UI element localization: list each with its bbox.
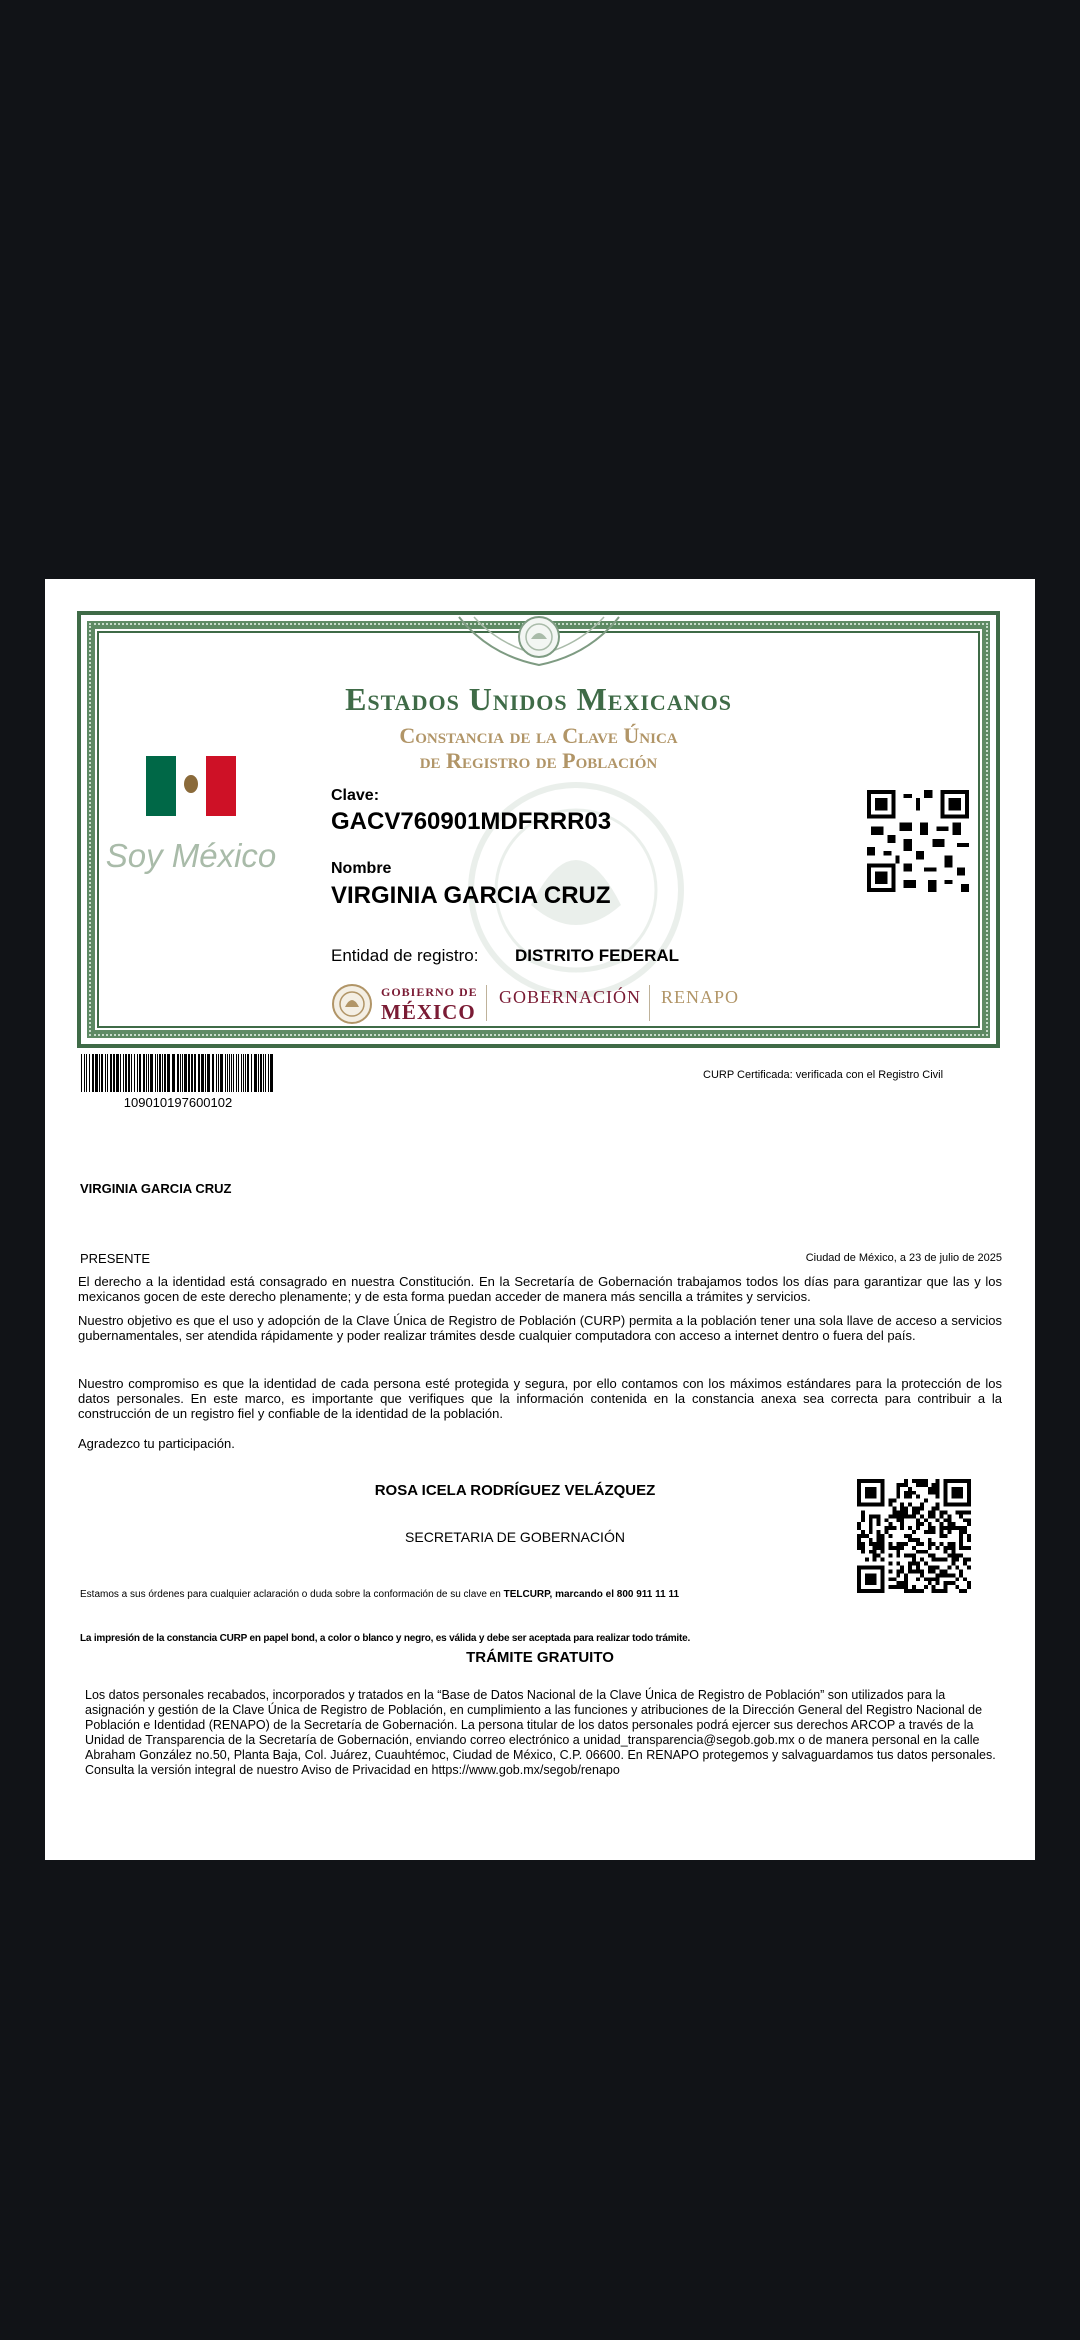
certified-text: CURP Certificada: verificada con el Registro Civil (703, 1069, 944, 1081)
subtitle-line-1: Constancia de la Clave Única (399, 723, 678, 748)
soy-mexico-logo: Soy México (105, 837, 277, 874)
recipient-name: VIRGINIA GARCIA CRUZ (80, 1181, 232, 1196)
impresion-note: La impresión de la constancia CURP en papel bond, a color o blanco y negro, es válida y debe ser aceptada para realizar todo trámite. (80, 1633, 691, 1644)
national-seal-icon (331, 983, 373, 1025)
renapo-logo: RENAPO (661, 987, 740, 1007)
tramite-gratuito: TRÁMITE GRATUITO (466, 1649, 614, 1666)
qr-code-icon (857, 1479, 971, 1593)
clave-value: GACV760901MDFRRR03 (331, 808, 612, 835)
letter-paragraph-3: Nuestro compromiso es que la identidad de cada persona esté protegida y segura, por ello contamos con los máximos estándares para la protección de los datos personales. En este marco, es importante que verifiques que la información contenida en la constancia anexa sea correcta para contribuir a la construcción de un registro fiel y confiable de la identidad de la población. (78, 1376, 1002, 1421)
presente-text: PRESENTE (80, 1251, 151, 1266)
curp-document-page (45, 579, 1035, 1860)
letter-paragraph-1: El derecho a la identidad está consagrado en nuestra Constitución. En la Secretaría de Gobernación trabajamos todos los días para garantizar que las y los mexicanos gocen de este derecho plenamente; y de esta forma puedan acceder de manera más sencilla a trámites y servicios. (78, 1274, 1002, 1304)
barcode-number: 109010197600102 (123, 1095, 233, 1110)
logo-divider (486, 985, 487, 1021)
subtitle-line-2: de Registro de Población (419, 748, 658, 773)
nombre-label: Nombre (331, 860, 392, 877)
mexican-flag-icon (146, 756, 236, 816)
gobierno-de-mexico-logo (381, 985, 478, 1025)
nombre-value: VIRGINIA GARCIA CRUZ (331, 882, 611, 909)
qr-code-icon (867, 790, 969, 892)
telcurp-prefix: Estamos a sus órdenes para cualquier aclaración o duda sobre la conformación de su clave en (80, 1589, 504, 1600)
gobernacion-logo: GOBERNACIÓN (499, 987, 642, 1007)
barcode-icon (81, 1054, 275, 1092)
entidad-value: DISTRITO FEDERAL (515, 946, 680, 965)
clave-label: Clave: (331, 787, 380, 804)
logo-divider (649, 985, 650, 1021)
signer-name: ROSA ICELA RODRÍGUEZ VELÁZQUEZ (374, 1482, 656, 1499)
entidad-label: Entidad de registro: (331, 946, 479, 965)
mexico-text: MÉXICO (381, 1000, 476, 1024)
certificate-title: Estados Unidos Mexicanos (345, 681, 732, 717)
curp-certificate-card (77, 611, 1000, 1048)
government-logos (331, 981, 781, 1029)
privacy-notice: Los datos personales recabados, incorporados y tratados en la “Base de Datos Nacional de la Clave Única de Registro de Población” son utilizados para la asignación y gestión de la Clave Única de Registro de Población, en cumplimiento a las funciones y atribuciones de la Dirección General del Registro Nacional de Población e Identidad (RENAPO) de la Secretaría de Gobernación. La persona titular de los datos personales podrá ejercer sus derechos ARCOP a través de la Unidad de Transparencia de la Secretaría de Gobernación, enviando correo electrónico a unidad_transparencia@segob.gob.mx o de manera personal en la calle Abraham González no.50, Planta Baja, Col. Juárez, Cuauhtémoc, Ciudad de México, C.P. 06600. En RENAPO protegemos y salvaguardamos tus datos personales. Consulta la versión integral de nuestro Aviso de Privacidad en https://www.gob.mx/segob/renapo (85, 1688, 996, 1777)
letter-date: Ciudad de México, a 23 de julio de 2025 (805, 1252, 1002, 1264)
crest-ornament-icon (449, 615, 629, 669)
letter-paragraph-2: Nuestro objetivo es que el uso y adopción de la Clave Única de Registro de Población (CURP) permita a la población tener una sola llave de acceso a servicios gubernamentales, ser atendida rápidamente y poder realizar trámites desde cualquier computadora con acceso a internet dentro o fuera del país. (78, 1313, 1002, 1343)
telcurp-phone: TELCURP, marcando el 800 911 11 11 (503, 1589, 680, 1600)
telcurp-note (80, 1589, 679, 1600)
signer-title: SECRETARIA DE GOBERNACIÓN (405, 1529, 625, 1545)
letter-paragraph-4: Agradezco tu participación. (78, 1436, 235, 1451)
gobierno-de-text: GOBIERNO DE (381, 985, 478, 999)
